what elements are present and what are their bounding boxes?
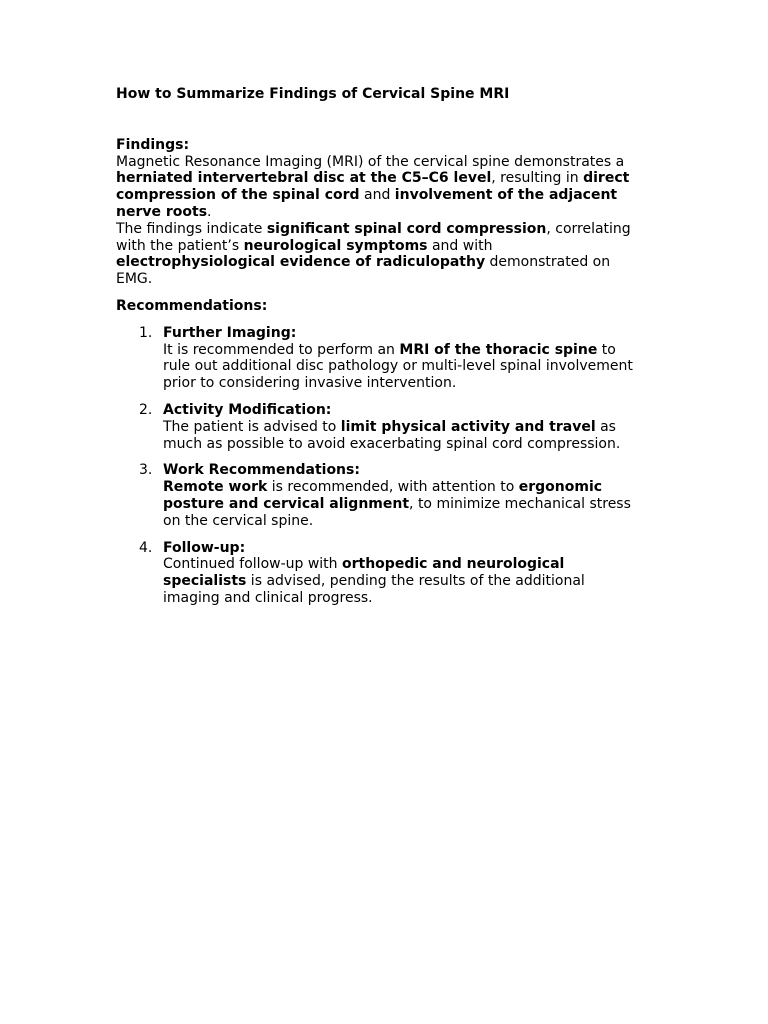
list-number: 2.	[139, 401, 153, 418]
text-run: , correlating with the patient’s	[116, 220, 631, 254]
text-run: Continued follow-up with	[163, 556, 342, 573]
recommendation-body	[163, 419, 620, 452]
text-run: , to minimize mechanical stress on the cervical spine.	[163, 495, 631, 529]
recommendations-list	[116, 325, 644, 607]
recommendation-item-activity-modification	[116, 402, 644, 452]
findings-paragraph-2	[116, 221, 644, 288]
text-run: is advised, pending the results of the additional imaging and clinical progress.	[163, 573, 585, 606]
emphasized-text: MRI of the thoracic spine	[399, 341, 598, 358]
text-run: demonstrated on EMG.	[116, 254, 611, 288]
recommendation-item-further-imaging	[116, 325, 644, 392]
recommendation-title: Activity Modification:	[163, 401, 332, 418]
document-page	[116, 86, 644, 617]
text-run: and	[359, 187, 395, 204]
list-number: 3.	[139, 462, 153, 479]
emphasized-text: neurological symptoms	[243, 237, 428, 254]
emphasized-text: herniated intervertebral disc at the C5–C6 level	[116, 170, 492, 187]
document-title: How to Summarize Findings of Cervical Spine MRI	[116, 86, 510, 102]
recommendation-body	[163, 556, 585, 606]
emphasized-text: Remote work	[163, 479, 268, 496]
emphasized-text: ergonomic posture and cervical alignment	[163, 479, 603, 512]
list-number: 1.	[139, 324, 153, 341]
text-run: Magnetic Resonance Imaging (MRI) of the cervical spine demonstrates a	[116, 153, 625, 170]
emphasized-text: limit physical activity and travel	[340, 418, 596, 435]
text-run: as much as possible to avoid exacerbating spinal cord compression.	[163, 418, 621, 452]
list-number: 4.	[139, 539, 153, 556]
text-run: to rule out additional disc pathology or multi-level spinal involvement prior to considering invasive intervention.	[163, 341, 633, 392]
recommendation-title: Work Recommendations:	[163, 462, 360, 479]
text-run: The findings indicate	[116, 220, 267, 237]
text-run: , resulting in	[491, 170, 584, 187]
findings-heading: Findings:	[116, 136, 190, 153]
emphasized-text: involvement of the adjacent nerve roots	[116, 187, 618, 220]
recommendation-title: Further Imaging:	[163, 324, 297, 341]
emphasized-text: direct compression of the spinal cord	[116, 170, 630, 204]
text-run: and with	[427, 237, 493, 254]
emphasized-text: orthopedic and neurological specialists	[163, 556, 565, 590]
emphasized-text: significant spinal cord compression	[266, 220, 547, 237]
text-run: The patient is advised to	[163, 418, 341, 435]
recommendation-item-work-recommendations	[116, 462, 644, 529]
text-run: is recommended, with attention to	[267, 479, 519, 496]
recommendations-heading: Recommendations:	[116, 297, 268, 314]
recommendation-body	[163, 342, 633, 392]
findings-paragraph-1	[116, 154, 644, 221]
recommendation-body	[163, 479, 631, 529]
recommendation-item-follow-up	[116, 540, 644, 607]
emphasized-text: electrophysiological evidence of radiculopathy	[116, 254, 486, 271]
text-run: It is recommended to perform an	[163, 341, 400, 358]
text-run: .	[207, 203, 212, 220]
recommendation-title: Follow-up:	[163, 539, 246, 556]
